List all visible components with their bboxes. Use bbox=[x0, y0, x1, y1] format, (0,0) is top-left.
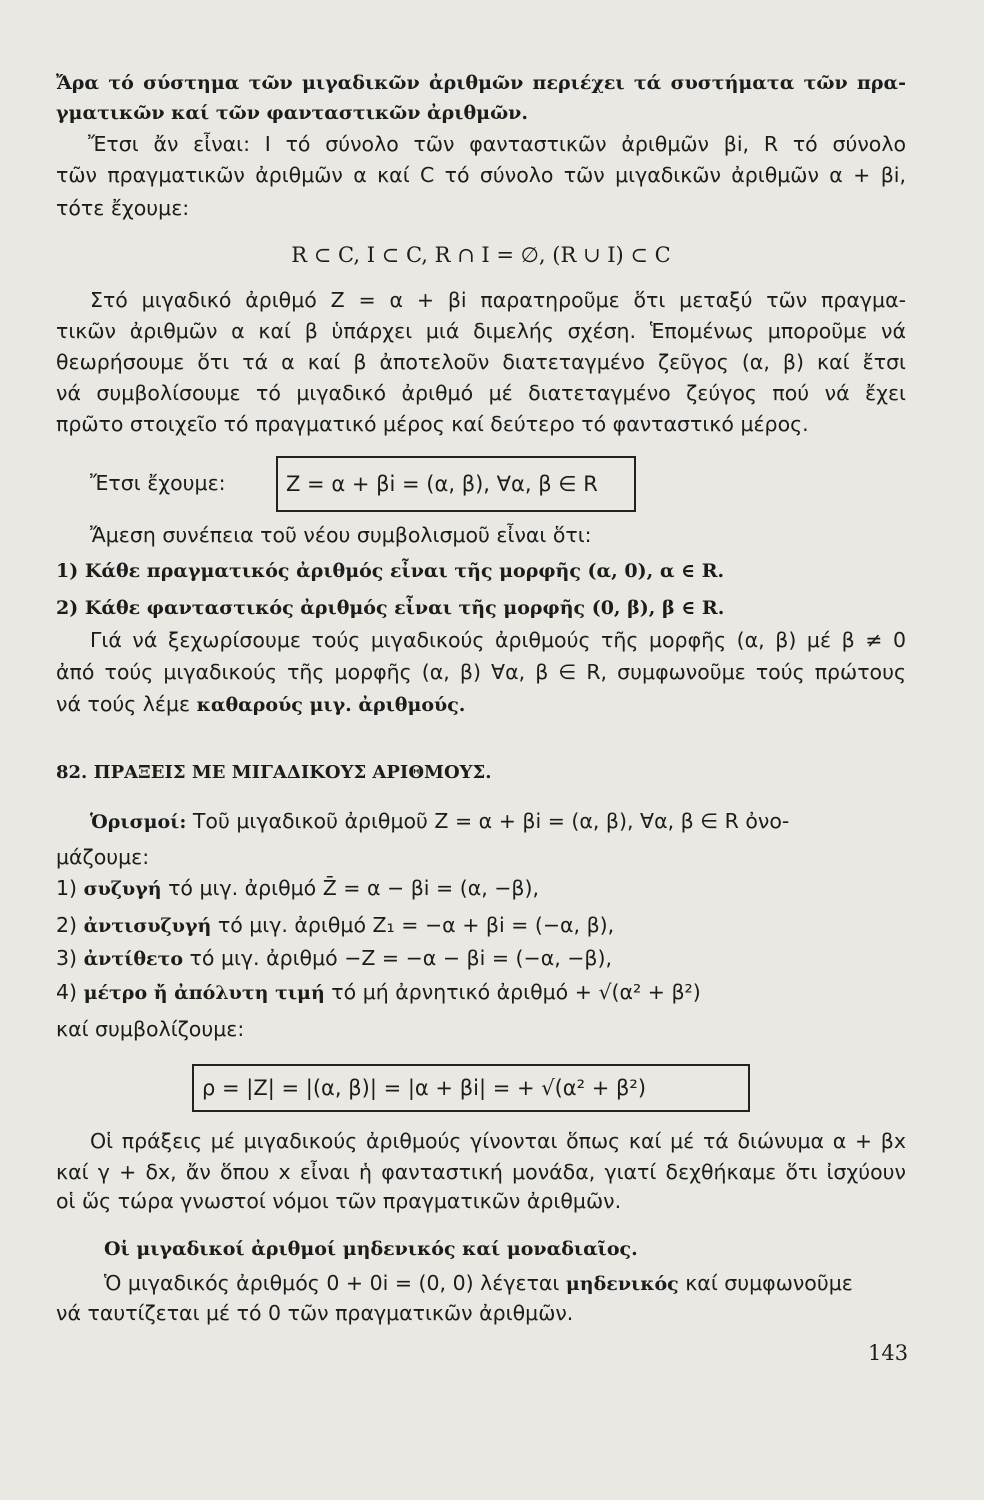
zero-line-2: νά ταυτίζεται μέ τό 0 τῶν πραγματικῶν ἀριθμῶν. bbox=[56, 1301, 574, 1325]
definition-item-3-num: 3) bbox=[56, 946, 84, 970]
definitions-label: Ὁρισμοί: bbox=[90, 811, 187, 833]
definition-item-1-term: συζυγή bbox=[83, 878, 162, 900]
operations-line-3: οἱ ὥς τώρα γνωστοί νόμοι τῶν πραγματικῶν ἀριθμῶν. bbox=[56, 1189, 622, 1213]
subheading: Οἱ μιγαδικοί ἀριθμοί μηδενικός καί μοναδιαῖος. bbox=[104, 1238, 638, 1260]
operations-line-2: καί γ + δx, ἄν ὅπου x εἶναι ἡ φανταστική μονάδα, γιατί δεχθήκαμε ὅτι ἰσχύουν bbox=[56, 1160, 906, 1184]
pair-line-2: τικῶν ἀριθμῶν α καί β ὑπάρχει μιά διμελής σχέση. Ἑπομένως μποροῦμε νά bbox=[56, 319, 906, 343]
consequence-item-1: 1) Κάθε πραγματικός ἀριθμός εἶναι τῆς μορφῆς (α, 0), α ∈ R. bbox=[56, 560, 725, 582]
zero-line-1-plain: Ὁ μιγαδικός ἀριθμός 0 + 0i = (0, 0) λέγεται bbox=[104, 1271, 566, 1295]
pure-line-3-bold: καθαρούς μιγ. ἀριθμούς. bbox=[196, 694, 466, 716]
definition-item-2-term: ἀντισυζυγή bbox=[83, 915, 212, 937]
definition-item-1 bbox=[56, 873, 906, 904]
definition-item-4-term: μέτρο ἤ ἀπόλυτη τιμή bbox=[83, 982, 325, 1004]
boxed-formula-2: ρ = |Z| = |(α, β)| = |α + βi| = + √(α² + β²) bbox=[192, 1064, 750, 1112]
pure-line-3-plain: νά τούς λέμε bbox=[56, 692, 197, 716]
boxed-formula-1: Z = α + βi = (α, β), ∀α, β ∈ R bbox=[276, 456, 636, 512]
definitions-line-1-rest: Τοῦ μιγαδικοῦ ἀριθμοῦ Z = α + βi = (α, β), ∀α, β ∈ R ὀνο- bbox=[186, 809, 790, 833]
operations-line-1: Οἱ πράξεις μέ μιγαδικούς ἀριθμούς γίνονται ὅπως καί μέ τά διώνυμα α + βx bbox=[90, 1129, 906, 1153]
pair-line-4: νά συμβολίσουμε τό μιγαδικό ἀριθμό μέ διατεταγμένο ζεύγος πού νά ἔχει bbox=[56, 381, 906, 405]
definition-item-2-rest: τό μιγ. ἀριθμό Z₁ = −α + βi = (−α, β), bbox=[211, 913, 615, 937]
pair-line-5: πρῶτο στοιχεῖο τό πραγματικό μέρος καί δεύτερο τό φανταστικό μέρος. bbox=[56, 412, 809, 436]
definition-item-4-rest: τό μή ἀρνητικό ἀριθμό + √(α² + β²) bbox=[324, 980, 701, 1004]
zero-line-1 bbox=[104, 1268, 906, 1299]
definition-item-2 bbox=[56, 910, 906, 941]
definition-item-3 bbox=[56, 943, 906, 974]
definition-item-3-rest: τό μιγ. ἀριθμό −Z = −α − βi = (−α, −β), bbox=[183, 946, 613, 970]
sets-formula: R ⊂ C, I ⊂ C, R ∩ I = ∅, (R ∪ I) ⊂ C bbox=[291, 243, 671, 267]
intro-line-2: γματικῶν καί τῶν φανταστικῶν ἀριθμῶν. bbox=[56, 102, 528, 124]
consequence-intro: Ἄμεση συνέπεια τοῦ νέου συμβολισμοῦ εἶναι ὅτι: bbox=[90, 523, 592, 547]
definition-item-3-term: ἀντίθετο bbox=[83, 948, 184, 970]
definitions-closing: καί συμβολίζουμε: bbox=[56, 1017, 245, 1041]
sets-line-1: Ἔτσι ἄν εἶναι: I τό σύνολο τῶν φανταστικῶν ἀριθμῶν βi, R τό σύνολο bbox=[88, 132, 906, 156]
pair-line-1: Στό μιγαδικό ἀριθμό Z = α + βi παρατηροῦμε ὅτι μεταξύ τῶν πραγμα- bbox=[90, 288, 906, 312]
zero-line-1-bold: μηδενικός bbox=[565, 1273, 679, 1295]
pair-line-3: θεωρήσουμε ὅτι τά α καί β ἀποτελοῦν διατεταγμένο ζεῦγος (α, β) καί ἔτσι bbox=[56, 350, 906, 374]
consequence-item-2: 2) Κάθε φανταστικός ἀριθμός εἶναι τῆς μορφῆς (0, β), β ∈ R. bbox=[56, 597, 725, 619]
boxed-formula-1-lead: Ἔτσι ἔχουμε: bbox=[90, 471, 226, 495]
definition-item-4-num: 4) bbox=[56, 980, 84, 1004]
zero-line-1-end: καί συμφωνοῦμε bbox=[678, 1271, 853, 1295]
definition-item-2-num: 2) bbox=[56, 913, 84, 937]
pure-line-3 bbox=[56, 689, 906, 720]
definitions-line-1 bbox=[90, 806, 906, 837]
section-heading: 82. ΠΡΑΞΕΙΣ ΜΕ ΜΙΓΑΔΙΚΟΥΣ ΑΡΙΘΜΟΥΣ. bbox=[56, 762, 492, 783]
definitions-line-2: μάζουμε: bbox=[56, 845, 150, 869]
sets-line-3: τότε ἔχουμε: bbox=[56, 196, 190, 220]
definition-item-4 bbox=[56, 977, 906, 1008]
definition-item-1-rest: τό μιγ. ἀριθμό Z̄ = α − βi = (α, −β), bbox=[161, 876, 540, 900]
intro-line-1: Ἄρα τό σύστημα τῶν μιγαδικῶν ἀριθμῶν περιέχει τά συστήματα τῶν πρα- bbox=[56, 72, 906, 94]
pure-line-1: Γιά νά ξεχωρίσουμε τούς μιγαδικούς ἀριθμούς τῆς μορφῆς (α, β) μέ β ≠ 0 bbox=[90, 628, 906, 652]
definition-item-1-num: 1) bbox=[56, 876, 84, 900]
sets-line-2: τῶν πραγματικῶν ἀριθμῶν α καί C τό σύνολο τῶν μιγαδικῶν ἀριθμῶν α + βi, bbox=[56, 163, 906, 187]
pure-line-2: ἀπό τούς μιγαδικούς τῆς μορφῆς (α, β) ∀α, β ∈ R, συμφωνοῦμε τούς πρώτους bbox=[56, 660, 906, 684]
page-number: 143 bbox=[868, 1341, 909, 1365]
